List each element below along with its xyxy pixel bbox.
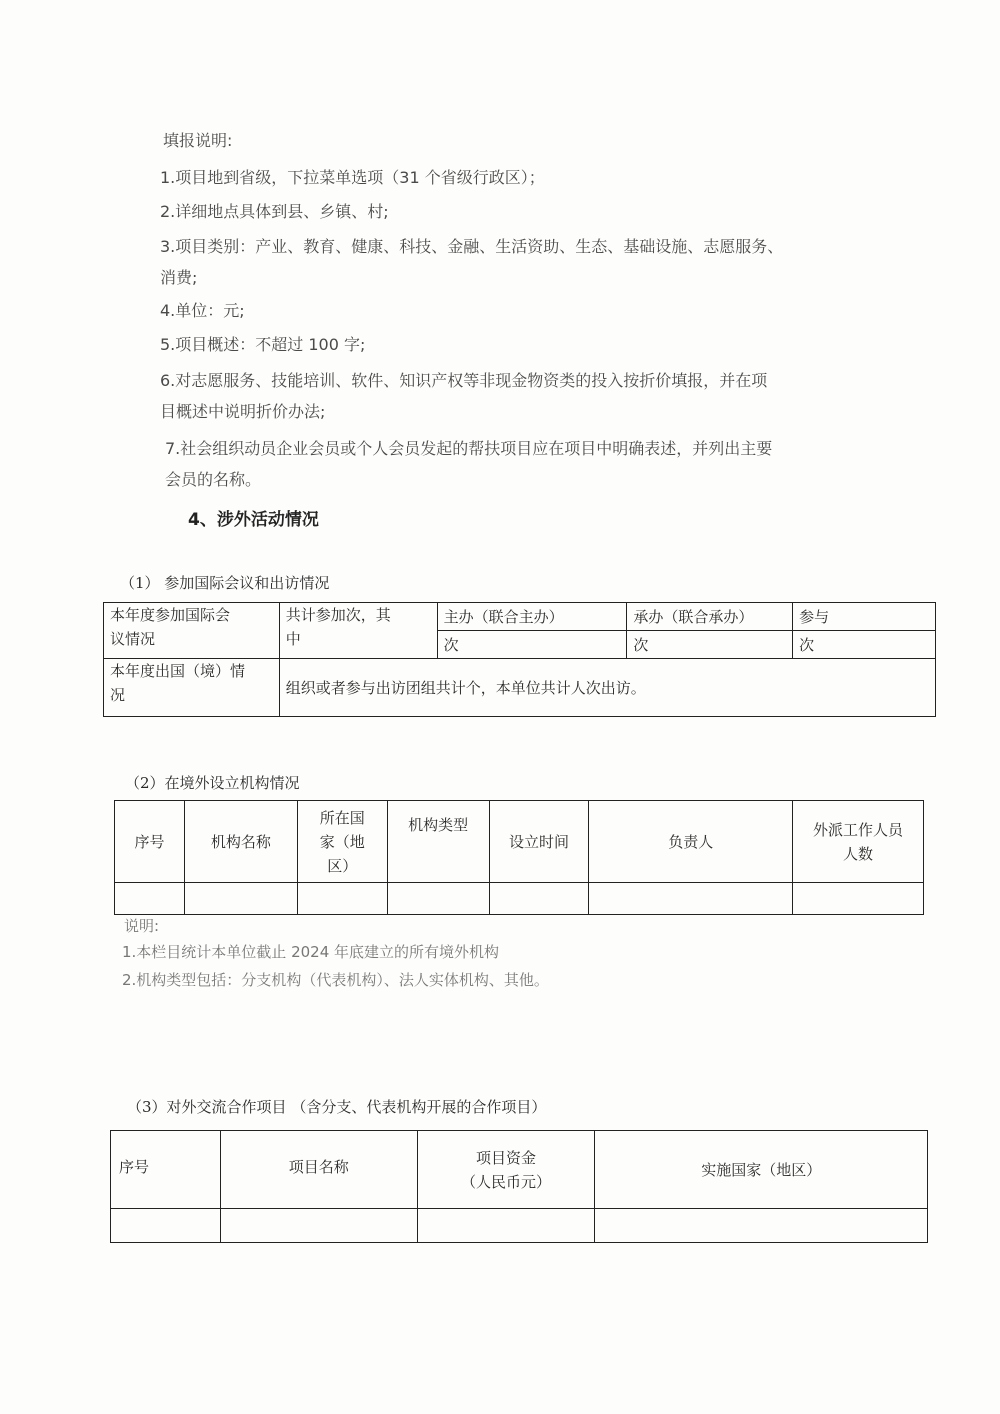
instruction-item: 1.项目地到省级，下拉菜单选项（31 个省级行政区）； bbox=[160, 168, 545, 187]
meeting-label-cell bbox=[104, 603, 280, 659]
table-cell[interactable] bbox=[387, 883, 489, 915]
table-cell[interactable] bbox=[220, 1209, 417, 1243]
table-cell[interactable] bbox=[417, 1209, 595, 1243]
table-cell[interactable] bbox=[184, 883, 297, 915]
table-cell[interactable] bbox=[589, 883, 793, 915]
subsection-title: （2）在境外设立机构情况 bbox=[125, 774, 300, 792]
staff-header-line1: 外派工作人员 bbox=[813, 820, 904, 839]
country-header-line2: 家（地 bbox=[319, 832, 365, 851]
index-header: 序号 bbox=[115, 801, 185, 883]
established-header: 设立时间 bbox=[489, 801, 589, 883]
note-title: 说明: bbox=[124, 917, 160, 935]
country-header bbox=[297, 801, 387, 883]
note-item: 1.本栏目统计本单位截止 2024 年底建立的所有境外机构 bbox=[122, 943, 500, 961]
note-item: 2.机构类型包括：分支机构（代表机构）、法人实体机构、其他。 bbox=[122, 971, 549, 989]
leader-header: 负责人 bbox=[589, 801, 793, 883]
instruction-item: 7.社会组织动员企业会员或个人会员发起的帮扶项目应在项目中明确表述，并列出主要 bbox=[165, 439, 773, 458]
meeting-total-cell bbox=[279, 603, 437, 659]
cooperation-projects-table bbox=[110, 1130, 928, 1243]
undertake-header: 承办（联合承办） bbox=[627, 603, 793, 631]
section-heading: 4、涉外活动情况 bbox=[188, 510, 319, 530]
instruction-item: 目概述中说明折价办法; bbox=[160, 402, 326, 421]
fund-header-line2: （人民币元） bbox=[461, 1172, 552, 1191]
meeting-label-line2: 议情况 bbox=[110, 630, 156, 648]
country-header-line3: 区） bbox=[327, 856, 358, 875]
overseas-institutions-table bbox=[114, 800, 924, 915]
institution-name-header: 机构名称 bbox=[184, 801, 297, 883]
country-header-line1: 所在国 bbox=[319, 808, 365, 827]
host-times-cell[interactable]: 次 bbox=[437, 631, 627, 659]
table-cell[interactable] bbox=[111, 1209, 221, 1243]
visit-label-line2: 况 bbox=[110, 686, 126, 704]
meeting-total-line1: 共计参加次，其 bbox=[285, 606, 391, 624]
project-country-header: 实施国家（地区） bbox=[595, 1131, 928, 1209]
instructions-title: 填报说明: bbox=[163, 131, 233, 150]
subsection-title: （3）对外交流合作项目 （含分支、代表机构开展的合作项目） bbox=[127, 1098, 547, 1116]
instruction-item: 4.单位：元; bbox=[160, 301, 245, 320]
project-name-header: 项目名称 bbox=[220, 1131, 417, 1209]
staff-header-line2: 人数 bbox=[843, 844, 874, 863]
instruction-item: 2.详细地点具体到县、乡镇、村; bbox=[160, 202, 389, 221]
instruction-item: 6.对志愿服务、技能培训、软件、知识产权等非现金物资类的投入按折价填报，并在项 bbox=[160, 371, 768, 390]
table-cell[interactable] bbox=[595, 1209, 928, 1243]
host-header: 主办（联合主办） bbox=[437, 603, 627, 631]
instruction-item: 5.项目概述：不超过 100 字; bbox=[160, 335, 366, 354]
table-cell[interactable] bbox=[115, 883, 185, 915]
table-cell[interactable] bbox=[793, 883, 924, 915]
visit-label-line1: 本年度出国（境）情 bbox=[110, 662, 246, 680]
instruction-item: 消费; bbox=[160, 268, 198, 287]
visit-label-cell bbox=[104, 659, 280, 717]
visit-content-cell[interactable]: 组织或者参与出访团组共计个，本单位共计人次出访。 bbox=[279, 659, 935, 717]
table-cell[interactable] bbox=[489, 883, 589, 915]
international-meetings-table bbox=[103, 602, 936, 717]
table-cell[interactable] bbox=[297, 883, 387, 915]
project-index-header: 序号 bbox=[111, 1131, 221, 1209]
undertake-times-cell[interactable]: 次 bbox=[627, 631, 793, 659]
instruction-item: 3.项目类别：产业、教育、健康、科技、金融、生活资助、生态、基础设施、志愿服务、 bbox=[160, 237, 784, 256]
institution-type-header: 机构类型 bbox=[387, 801, 489, 883]
subsection-title: （1） 参加国际会议和出访情况 bbox=[120, 574, 330, 592]
participate-times-cell[interactable]: 次 bbox=[793, 631, 936, 659]
instruction-item: 会员的名称。 bbox=[165, 470, 262, 489]
participate-header: 参与 bbox=[793, 603, 936, 631]
staff-count-header bbox=[793, 801, 924, 883]
meeting-label-line1: 本年度参加国际会 bbox=[110, 606, 231, 624]
fund-header-line1: 项目资金 bbox=[476, 1148, 537, 1167]
project-fund-header bbox=[417, 1131, 595, 1209]
meeting-total-line2: 中 bbox=[285, 630, 301, 648]
